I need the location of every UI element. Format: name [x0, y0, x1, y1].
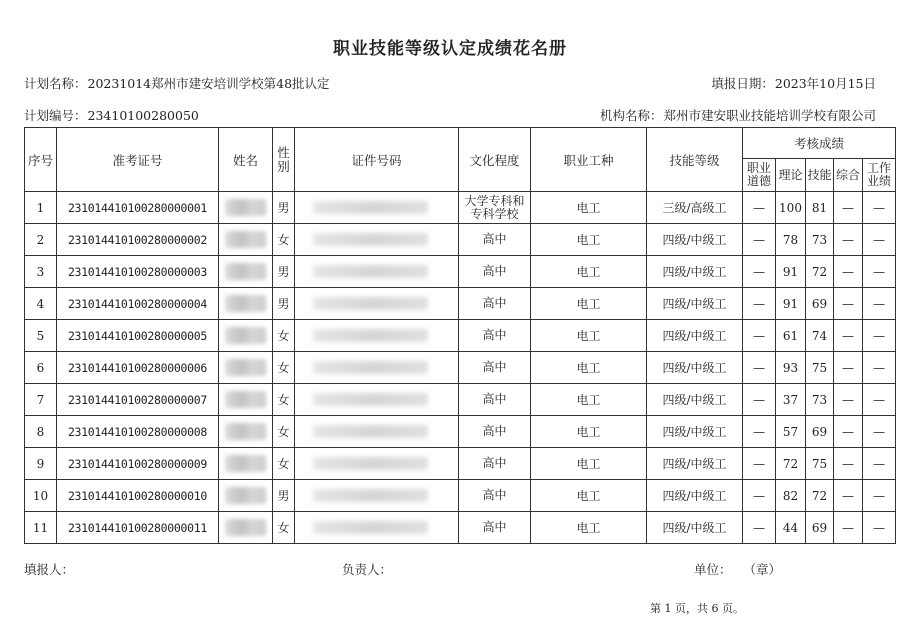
fill-date-label: 填报日期：	[711, 76, 774, 91]
cell-skill: 81	[806, 192, 834, 224]
page-info: 第 1 页，共 6 页。	[650, 602, 744, 615]
cell-level: 四级/中级工	[647, 512, 743, 544]
cell-theory: 100	[776, 192, 806, 224]
cell-job: 电工	[531, 384, 647, 416]
plan-number-value: 23410100280050	[87, 108, 199, 123]
cell-id	[295, 352, 459, 384]
cell-work: —	[863, 288, 896, 320]
cell-level: 四级/中级工	[647, 352, 743, 384]
cell-overall: —	[834, 320, 863, 352]
cell-gender: 女	[273, 384, 295, 416]
cell-edu: 高中	[459, 448, 531, 480]
cell-job: 电工	[531, 256, 647, 288]
score-table	[24, 127, 896, 544]
cell-seq: 5	[25, 320, 57, 352]
header-ethics: 职业道德	[743, 159, 776, 192]
cell-seq: 1	[25, 192, 57, 224]
cell-name	[219, 416, 273, 448]
cell-level: 四级/中级工	[647, 224, 743, 256]
cell-ethics: —	[743, 384, 776, 416]
cell-name	[219, 352, 273, 384]
cell-id	[295, 416, 459, 448]
cell-skill: 73	[806, 384, 834, 416]
cell-id	[295, 192, 459, 224]
cell-ethics: —	[743, 288, 776, 320]
cell-name	[219, 224, 273, 256]
table-body	[25, 192, 896, 544]
header-name: 姓名	[219, 128, 273, 192]
table-row	[25, 352, 896, 384]
cell-skill: 72	[806, 480, 834, 512]
cell-ticket: 231014410100280000004	[57, 288, 219, 320]
cell-edu: 高中	[459, 256, 531, 288]
table-row	[25, 448, 896, 480]
redaction-mask	[313, 425, 428, 438]
redaction-mask	[313, 233, 428, 246]
cell-ticket: 231014410100280000003	[57, 256, 219, 288]
cell-seq: 6	[25, 352, 57, 384]
cell-ethics: —	[743, 224, 776, 256]
redaction-mask	[313, 297, 428, 310]
cell-work: —	[863, 352, 896, 384]
seal-label: （章）	[743, 562, 782, 577]
organization-label: 机构名称：	[599, 108, 663, 123]
cell-work: —	[863, 192, 896, 224]
redaction-mask	[225, 359, 266, 376]
redaction-mask	[313, 361, 428, 374]
cell-gender: 女	[273, 320, 295, 352]
cell-work: —	[863, 256, 896, 288]
organization-value: 郑州市建安职业技能培训学校有限公司	[663, 108, 876, 123]
cell-level: 四级/中级工	[647, 416, 743, 448]
cell-job: 电工	[531, 448, 647, 480]
cell-gender: 男	[273, 256, 295, 288]
cell-seq: 7	[25, 384, 57, 416]
cell-skill: 69	[806, 288, 834, 320]
cell-overall: —	[834, 352, 863, 384]
unit-label: 单位：	[694, 562, 732, 577]
cell-overall: —	[834, 416, 863, 448]
cell-theory: 91	[776, 288, 806, 320]
redaction-mask	[225, 519, 266, 536]
cell-job: 电工	[531, 416, 647, 448]
cell-theory: 44	[776, 512, 806, 544]
redaction-mask	[225, 423, 266, 440]
unit	[694, 560, 781, 578]
manager-label: 负责人：	[342, 562, 393, 577]
cell-name	[219, 512, 273, 544]
cell-id	[295, 288, 459, 320]
cell-edu: 大学专科和专科学校	[459, 192, 531, 224]
plan-name-value: 20231014郑州市建安培训学校第48批认定	[87, 76, 330, 91]
table-row	[25, 416, 896, 448]
cell-theory: 61	[776, 320, 806, 352]
cell-ethics: —	[743, 512, 776, 544]
filler-label: 填报人：	[24, 562, 75, 577]
cell-ticket: 231014410100280000008	[57, 416, 219, 448]
redaction-mask	[313, 329, 428, 342]
cell-id	[295, 384, 459, 416]
cell-name	[219, 448, 273, 480]
cell-id	[295, 480, 459, 512]
cell-name	[219, 256, 273, 288]
cell-name	[219, 384, 273, 416]
cell-work: —	[863, 224, 896, 256]
redaction-mask	[225, 327, 266, 344]
redaction-mask	[225, 295, 266, 312]
header-edu: 文化程度	[459, 128, 531, 192]
cell-ticket: 231014410100280000007	[57, 384, 219, 416]
redaction-mask	[225, 199, 266, 216]
cell-seq: 10	[25, 480, 57, 512]
cell-ticket: 231014410100280000009	[57, 448, 219, 480]
header-job: 职业工种	[531, 128, 647, 192]
cell-ticket: 231014410100280000005	[57, 320, 219, 352]
cell-level: 四级/中级工	[647, 480, 743, 512]
cell-work: —	[863, 480, 896, 512]
header-scores: 考核成绩	[743, 128, 896, 159]
cell-ethics: —	[743, 416, 776, 448]
redaction-mask	[225, 391, 266, 408]
page-title: 职业技能等级认定成绩花名册	[333, 39, 567, 59]
cell-ticket: 231014410100280000006	[57, 352, 219, 384]
cell-theory: 82	[776, 480, 806, 512]
cell-skill: 72	[806, 256, 834, 288]
cell-job: 电工	[531, 512, 647, 544]
table-row	[25, 224, 896, 256]
redaction-mask	[313, 265, 428, 278]
table-row	[25, 192, 896, 224]
header-overall: 综合	[834, 159, 863, 192]
redaction-mask	[313, 489, 428, 502]
cell-edu: 高中	[459, 384, 531, 416]
header-id: 证件号码	[295, 128, 459, 192]
cell-id	[295, 320, 459, 352]
cell-seq: 9	[25, 448, 57, 480]
cell-job: 电工	[531, 320, 647, 352]
cell-overall: —	[834, 256, 863, 288]
cell-ticket: 231014410100280000010	[57, 480, 219, 512]
cell-theory: 72	[776, 448, 806, 480]
cell-ethics: —	[743, 480, 776, 512]
cell-work: —	[863, 448, 896, 480]
cell-name	[219, 288, 273, 320]
cell-job: 电工	[531, 480, 647, 512]
cell-gender: 女	[273, 448, 295, 480]
cell-work: —	[863, 384, 896, 416]
cell-ethics: —	[743, 352, 776, 384]
redaction-mask	[225, 455, 266, 472]
cell-id	[295, 448, 459, 480]
cell-ethics: —	[743, 448, 776, 480]
cell-overall: —	[834, 224, 863, 256]
cell-id	[295, 256, 459, 288]
cell-theory: 93	[776, 352, 806, 384]
header-skill: 技能	[806, 159, 834, 192]
redaction-mask	[313, 393, 428, 406]
cell-work: —	[863, 320, 896, 352]
cell-level: 四级/中级工	[647, 288, 743, 320]
cell-gender: 男	[273, 288, 295, 320]
cell-edu: 高中	[459, 224, 531, 256]
redaction-mask	[225, 231, 266, 248]
cell-job: 电工	[531, 352, 647, 384]
redaction-mask	[225, 263, 266, 280]
cell-id	[295, 512, 459, 544]
cell-job: 电工	[531, 192, 647, 224]
cell-gender: 女	[273, 352, 295, 384]
cell-gender: 女	[273, 512, 295, 544]
cell-seq: 8	[25, 416, 57, 448]
cell-theory: 91	[776, 256, 806, 288]
cell-overall: —	[834, 384, 863, 416]
redaction-mask	[313, 201, 428, 214]
cell-theory: 78	[776, 224, 806, 256]
cell-gender: 女	[273, 416, 295, 448]
table-row	[25, 512, 896, 544]
cell-skill: 75	[806, 448, 834, 480]
plan-name	[24, 74, 330, 92]
cell-job: 电工	[531, 288, 647, 320]
header-work: 工作业绩	[863, 159, 896, 192]
plan-number	[24, 106, 199, 124]
cell-level: 四级/中级工	[647, 448, 743, 480]
cell-gender: 男	[273, 480, 295, 512]
table-row	[25, 288, 896, 320]
cell-overall: —	[834, 192, 863, 224]
table-row	[25, 256, 896, 288]
cell-level: 四级/中级工	[647, 384, 743, 416]
cell-level: 四级/中级工	[647, 256, 743, 288]
cell-gender: 男	[273, 192, 295, 224]
cell-ethics: —	[743, 256, 776, 288]
cell-seq: 2	[25, 224, 57, 256]
cell-job: 电工	[531, 224, 647, 256]
header-gender: 性别	[273, 128, 295, 192]
table-row	[25, 320, 896, 352]
header-ticket: 准考证号	[57, 128, 219, 192]
cell-edu: 高中	[459, 352, 531, 384]
header-theory: 理论	[776, 159, 806, 192]
header-seq: 序号	[25, 128, 57, 192]
plan-number-label: 计划编号：	[24, 108, 87, 123]
redaction-mask	[313, 521, 428, 534]
cell-edu: 高中	[459, 416, 531, 448]
cell-seq: 3	[25, 256, 57, 288]
cell-edu: 高中	[459, 480, 531, 512]
cell-ethics: —	[743, 320, 776, 352]
cell-theory: 57	[776, 416, 806, 448]
cell-overall: —	[834, 288, 863, 320]
cell-level: 三级/高级工	[647, 192, 743, 224]
cell-ticket: 231014410100280000002	[57, 224, 219, 256]
cell-work: —	[863, 512, 896, 544]
cell-skill: 69	[806, 416, 834, 448]
cell-theory: 37	[776, 384, 806, 416]
plan-name-label: 计划名称：	[24, 76, 87, 91]
cell-name	[219, 320, 273, 352]
header-level: 技能等级	[647, 128, 743, 192]
cell-edu: 高中	[459, 512, 531, 544]
cell-seq: 4	[25, 288, 57, 320]
cell-ticket: 231014410100280000011	[57, 512, 219, 544]
cell-ticket: 231014410100280000001	[57, 192, 219, 224]
cell-name	[219, 480, 273, 512]
redaction-mask	[313, 457, 428, 470]
table-row	[25, 384, 896, 416]
cell-overall: —	[834, 512, 863, 544]
cell-overall: —	[834, 448, 863, 480]
fill-date-value: 2023年10月15日	[774, 76, 876, 91]
cell-work: —	[863, 416, 896, 448]
redaction-mask	[225, 487, 266, 504]
cell-skill: 75	[806, 352, 834, 384]
cell-edu: 高中	[459, 288, 531, 320]
organization	[600, 106, 876, 124]
cell-name	[219, 192, 273, 224]
cell-id	[295, 224, 459, 256]
cell-ethics: —	[743, 192, 776, 224]
fill-date	[711, 74, 876, 92]
cell-skill: 69	[806, 512, 834, 544]
cell-skill: 73	[806, 224, 834, 256]
cell-edu: 高中	[459, 320, 531, 352]
cell-overall: —	[834, 480, 863, 512]
cell-level: 四级/中级工	[647, 320, 743, 352]
cell-seq: 11	[25, 512, 57, 544]
table-row	[25, 480, 896, 512]
cell-skill: 74	[806, 320, 834, 352]
cell-gender: 女	[273, 224, 295, 256]
